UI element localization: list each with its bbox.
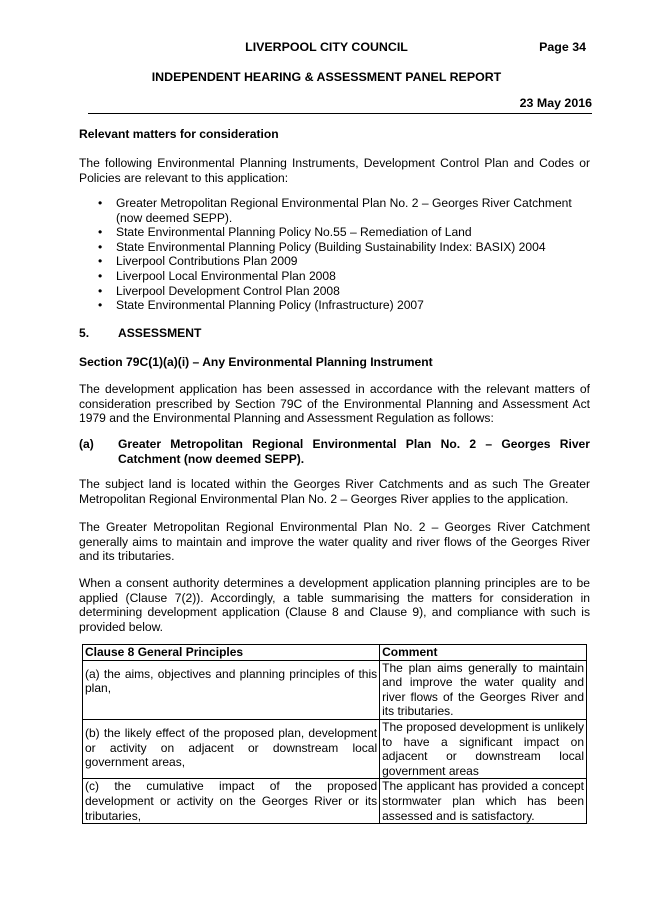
bullet-icon: • xyxy=(98,254,103,269)
list-item: • Liverpool Contributions Plan 2009 xyxy=(98,254,298,269)
bullet-icon: • xyxy=(98,225,103,240)
paragraph-consent-authority: When a consent authority determines a development application planning principles are to be applied (Clause 7(2)). Accordingly, a table summarising the matters for consideration in determining development application (Clause 8 and Clause 9), and compliance with such is provided below. xyxy=(79,576,590,634)
list-item: • Greater Metropolitan Regional Environmental Plan No. 2 – Georges River Catchment (now deemed SEPP). xyxy=(98,196,572,225)
bullet-icon: • xyxy=(98,239,103,254)
relevant-matters-heading: Relevant matters for consideration xyxy=(79,127,279,141)
paragraph-plan-aims: The Greater Metropolitan Regional Environmental Plan No. 2 – Georges River Catchment generally aims to maintain and improve the water quality and river flows of the Georges River and its tributaries. xyxy=(79,520,590,564)
column-header-principles: Clause 8 General Principles xyxy=(83,645,380,661)
principle-cell: (c) the cumulative impact of the proposed development or activity on the Georges River or its tributaries, xyxy=(83,779,380,824)
table-row xyxy=(83,660,587,719)
list-item: • Liverpool Local Environmental Plan 2008 xyxy=(98,268,336,283)
page-number: Page 34 xyxy=(539,40,586,54)
bullet-icon: • xyxy=(98,283,103,298)
council-name: LIVERPOOL CITY COUNCIL xyxy=(245,40,408,54)
bullet-icon: • xyxy=(98,268,103,283)
header-divider xyxy=(88,113,592,114)
section-79c-heading: Section 79C(1)(a)(i) – Any Environmental Planning Instrument xyxy=(79,355,433,369)
bullet-icon: • xyxy=(98,298,103,313)
table-row xyxy=(83,779,587,824)
section-79c-intro: The development application has been assessed in accordance with the relevant matters of consideration prescribed by Section 79C of the Environmental Planning and Assessment Act 1979 and the Environmental Planning and Assessment Regulation as follows: xyxy=(79,382,590,426)
comment-cell: The applicant has provided a concept stormwater plan which has been assessed and is satisfactory. xyxy=(380,779,587,824)
column-header-comment: Comment xyxy=(380,645,587,661)
section-title: ASSESSMENT xyxy=(118,326,202,340)
principle-cell: (b) the likely effect of the proposed plan, development or activity on adjacent or downstream local government areas, xyxy=(83,719,380,778)
list-item: • Liverpool Development Control Plan 2008 xyxy=(98,283,340,298)
report-date: 23 May 2016 xyxy=(519,96,592,110)
principle-cell: (a) the aims, objectives and planning principles of this plan, xyxy=(83,660,380,719)
comment-cell: The plan aims generally to maintain and improve the water quality and river flows of the Georges River and its tributaries. xyxy=(380,660,587,719)
list-item: • State Environmental Planning Policy (Infrastructure) 2007 xyxy=(98,298,424,313)
paragraph-subject-land: The subject land is located within the Georges River Catchments and as such The Greater Metropolitan Regional Environmental Plan No. 2 – Georges River applies to the application. xyxy=(79,477,590,506)
subsection-label: (a) xyxy=(79,437,94,451)
subsection-heading: Greater Metropolitan Regional Environmental Plan No. 2 – Georges River Catchment (now deemed SEPP). xyxy=(118,437,590,466)
instrument-list xyxy=(79,196,590,313)
table-row xyxy=(83,719,587,778)
clause-8-table xyxy=(82,644,587,824)
table-header-row xyxy=(83,645,587,661)
comment-cell: The proposed development is unlikely to have a significant impact on adjacent or downstream local government areas xyxy=(380,719,587,778)
list-item: • State Environmental Planning Policy No.55 – Remediation of Land xyxy=(98,225,472,240)
section-number: 5. xyxy=(79,326,90,340)
report-title: INDEPENDENT HEARING & ASSESSMENT PANEL REPORT xyxy=(151,70,502,84)
list-item: • State Environmental Planning Policy (Building Sustainability Index: BASIX) 2004 xyxy=(98,239,546,254)
bullet-icon: • xyxy=(98,196,103,210)
relevant-matters-intro: The following Environmental Planning Instruments, Development Control Plan and Codes or Policies are relevant to this application: xyxy=(79,156,590,185)
